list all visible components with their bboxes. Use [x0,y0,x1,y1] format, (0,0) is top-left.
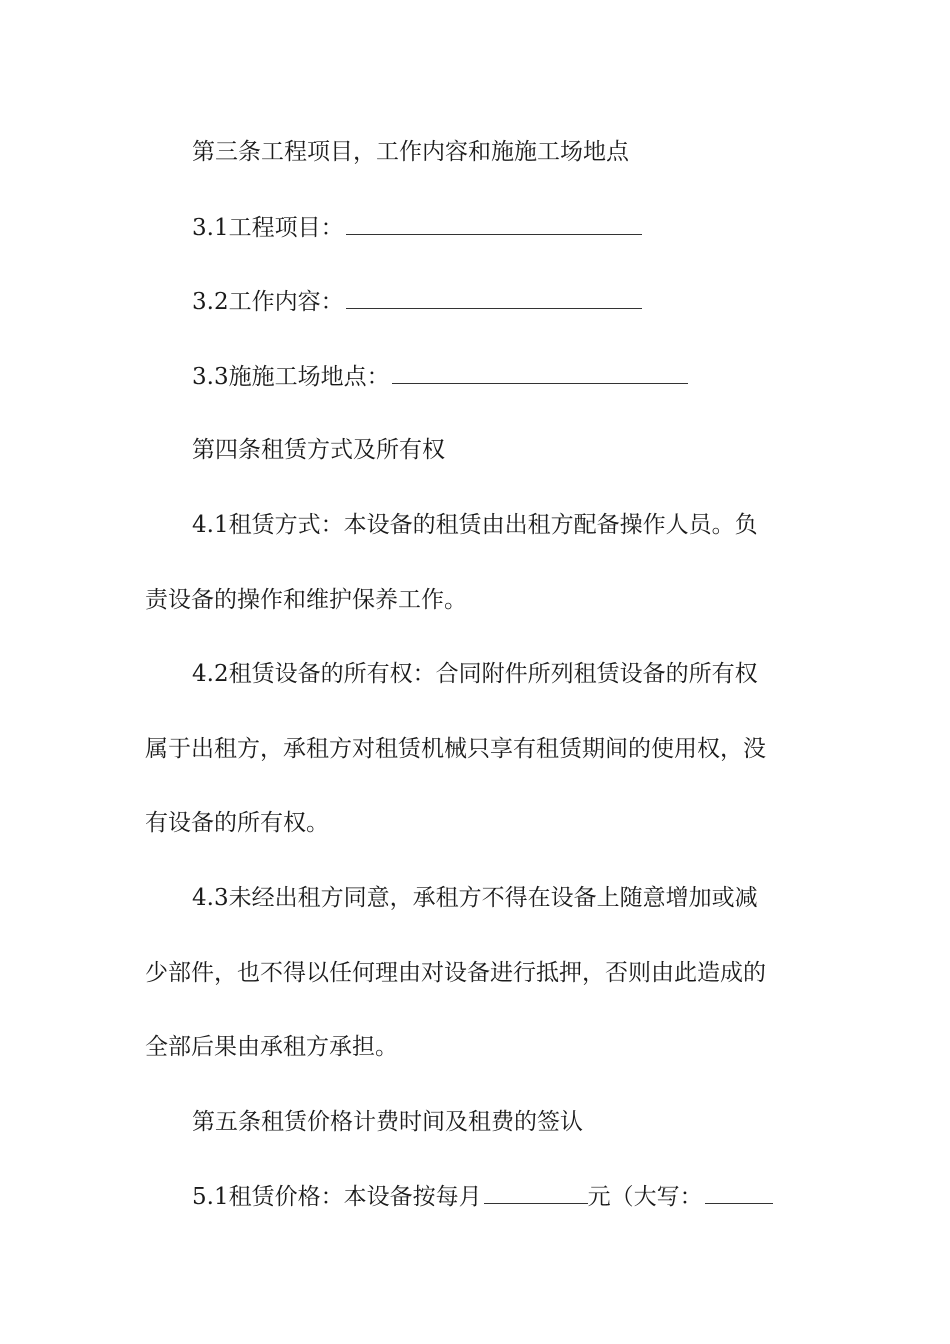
article-3-heading: 第三条工程项目，工作内容和施施工场地点 [192,139,629,165]
clause-3-1: 3.1工程项目： [192,212,810,244]
blank-work-content-field[interactable] [346,286,642,309]
clause-4-3-line-2: 少部件，也不得以任何理由对设备进行抵押，否则由此造成的 [145,960,766,986]
clause-4-2-line-2: 属于出租方，承租方对租赁机械只享有租赁期间的使用权，没 [145,736,766,762]
clause-4-1-line-1: 4.1租赁方式：本设备的租赁由出租方配备操作人员。负 [192,512,758,538]
clause-4-1-line-2: 责设备的操作和维护保养工作。 [145,587,467,613]
clause-3-2: 3.2工作内容： [192,286,810,318]
blank-price-in-words-field[interactable] [705,1181,773,1204]
blank-project-field[interactable] [346,212,642,235]
clause-4-3-line-3: 全部后果由承租方承担。 [145,1034,398,1060]
clause-5-1-line-1: 5.1租赁价格：本设备按每月 元（大写： [192,1181,810,1213]
clause-4-2-line-1: 4.2租赁设备的所有权：合同附件所列租赁设备的所有权 [192,661,758,687]
clause-3-3: 3.3施施工场地点： [192,361,810,393]
clause-4-2-line-3: 有设备的所有权。 [145,810,329,836]
article-5-heading: 第五条租赁价格计费时间及租费的签认 [192,1109,583,1135]
clause-4-3-line-1: 4.3未经出租方同意，承租方不得在设备上随意增加或减 [192,885,758,911]
article-4-heading: 第四条租赁方式及所有权 [192,437,445,463]
blank-site-field[interactable] [392,361,688,384]
blank-monthly-price-field[interactable] [484,1181,588,1204]
